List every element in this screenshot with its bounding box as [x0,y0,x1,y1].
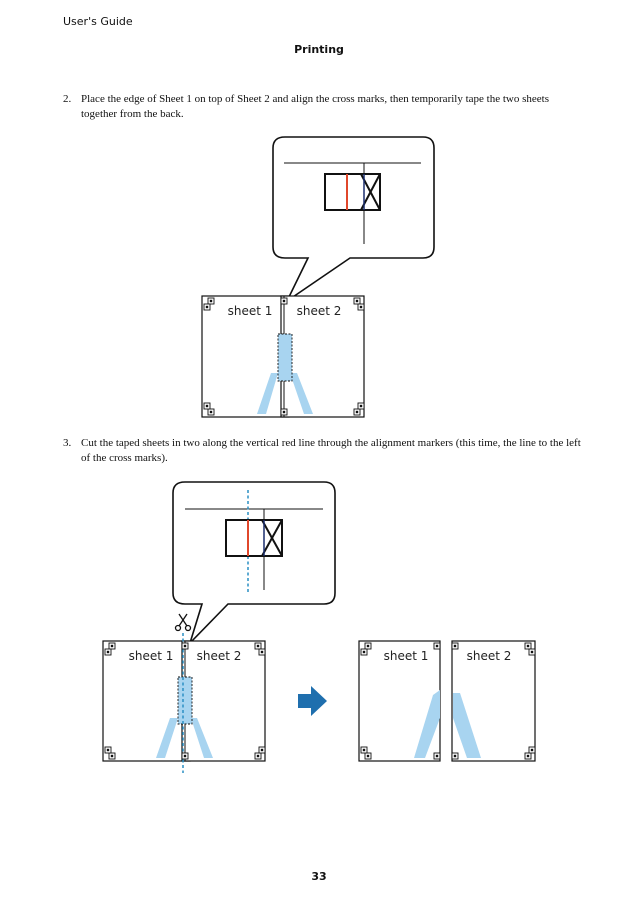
scissors-icon [176,614,191,631]
figure-step-2 [202,137,434,417]
section-title: Printing [294,43,344,56]
tape [178,677,192,724]
right-arrow-icon [298,686,327,716]
step-number: 3. [63,437,72,449]
sheet-1-cut-label: sheet 1 [383,649,429,663]
page-number: 33 [311,870,327,883]
tape [278,334,292,381]
sheet-2-cut-label: sheet 2 [466,649,512,663]
sheet-2-label: sheet 2 [296,304,342,318]
step-number: 2. [63,93,72,105]
callout-bubble [173,482,335,643]
figure-step-3 [103,482,535,773]
callout-bubble [273,137,434,301]
sheet-1-label: sheet 1 [128,649,174,663]
guide-title: User's Guide [63,15,133,28]
sheet-1-label: sheet 1 [227,304,273,318]
sheet-2-label: sheet 2 [196,649,242,663]
step-text: Place the edge of Sheet 1 on top of Sheet 2 and align the cross marks, then temporarily tape the two sheets together from the back. [81,93,549,120]
step-text: Cut the taped sheets in two along the vertical red line through the alignment markers (this time, the line to the left of the cross marks). [81,437,581,464]
